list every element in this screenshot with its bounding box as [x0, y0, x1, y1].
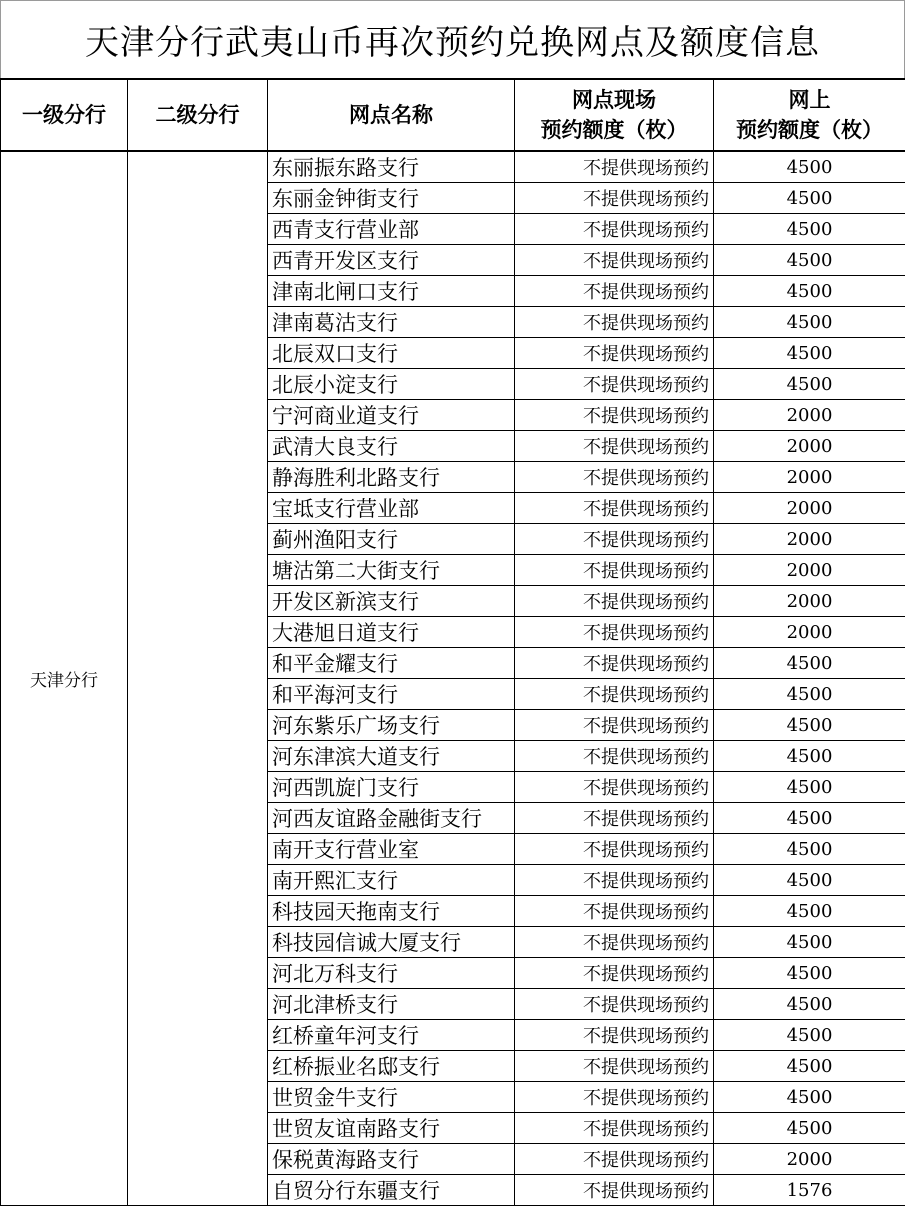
online-quota-cell: 4500	[714, 1051, 905, 1082]
header-online-line2: 预约额度（枚）	[714, 115, 905, 145]
onsite-quota-cell: 不提供现场预约	[515, 431, 714, 462]
header-online-line1: 网上	[714, 85, 905, 115]
onsite-quota-cell: 不提供现场预约	[515, 958, 714, 989]
branch-name-cell: 自贸分行东疆支行	[268, 1175, 515, 1206]
branch-name-cell: 河北万科支行	[268, 958, 515, 989]
header-level1-branch: 一级分行	[1, 79, 128, 151]
onsite-quota-cell: 不提供现场预约	[515, 183, 714, 214]
branch-name-cell: 和平海河支行	[268, 679, 515, 710]
level1-branch-cell: 天津分行	[1, 151, 128, 1206]
onsite-quota-cell: 不提供现场预约	[515, 679, 714, 710]
onsite-quota-cell: 不提供现场预约	[515, 338, 714, 369]
branch-name-cell: 和平金耀支行	[268, 648, 515, 679]
branch-name-cell: 静海胜利北路支行	[268, 462, 515, 493]
onsite-quota-cell: 不提供现场预约	[515, 617, 714, 648]
onsite-quota-cell: 不提供现场预约	[515, 927, 714, 958]
onsite-quota-cell: 不提供现场预约	[515, 1051, 714, 1082]
onsite-quota-cell: 不提供现场预约	[515, 989, 714, 1020]
branch-name-cell: 西青支行营业部	[268, 214, 515, 245]
online-quota-cell: 2000	[714, 400, 905, 431]
online-quota-cell: 4500	[714, 369, 905, 400]
page-title: 天津分行武夷山币再次预约兑换网点及额度信息	[0, 0, 905, 78]
branch-name-cell: 北辰小淀支行	[268, 369, 515, 400]
branch-quota-table	[0, 78, 905, 1206]
branch-name-cell: 蓟州渔阳支行	[268, 524, 515, 555]
branch-name-cell: 南开支行营业室	[268, 834, 515, 865]
onsite-quota-cell: 不提供现场预约	[515, 1175, 714, 1206]
online-quota-cell: 4500	[714, 183, 905, 214]
online-quota-cell: 4500	[714, 1020, 905, 1051]
onsite-quota-cell: 不提供现场预约	[515, 462, 714, 493]
onsite-quota-cell: 不提供现场预约	[515, 1113, 714, 1144]
onsite-quota-cell: 不提供现场预约	[515, 369, 714, 400]
online-quota-cell: 2000	[714, 431, 905, 462]
onsite-quota-cell: 不提供现场预约	[515, 896, 714, 927]
online-quota-cell: 4500	[714, 803, 905, 834]
online-quota-cell: 2000	[714, 462, 905, 493]
onsite-quota-cell: 不提供现场预约	[515, 741, 714, 772]
onsite-quota-cell: 不提供现场预约	[515, 1082, 714, 1113]
online-quota-cell: 4500	[714, 927, 905, 958]
online-quota-cell: 4500	[714, 772, 905, 803]
header-row	[1, 79, 905, 151]
online-quota-cell: 4500	[714, 896, 905, 927]
online-quota-cell: 4500	[714, 245, 905, 276]
level2-branch-cell	[128, 151, 268, 1206]
header-branch-name: 网点名称	[268, 79, 515, 151]
onsite-quota-cell: 不提供现场预约	[515, 276, 714, 307]
online-quota-cell: 4500	[714, 741, 905, 772]
online-quota-cell: 4500	[714, 834, 905, 865]
onsite-quota-cell: 不提供现场预约	[515, 524, 714, 555]
branch-name-cell: 东丽金钟街支行	[268, 183, 515, 214]
online-quota-cell: 2000	[714, 617, 905, 648]
online-quota-cell: 2000	[714, 1144, 905, 1175]
online-quota-cell: 1576	[714, 1175, 905, 1206]
onsite-quota-cell: 不提供现场预约	[515, 555, 714, 586]
online-quota-cell: 4500	[714, 276, 905, 307]
header-onsite-quota	[515, 79, 714, 151]
online-quota-cell: 4500	[714, 338, 905, 369]
onsite-quota-cell: 不提供现场预约	[515, 865, 714, 896]
branch-name-cell: 科技园天拖南支行	[268, 896, 515, 927]
branch-name-cell: 宝坻支行营业部	[268, 493, 515, 524]
branch-name-cell: 东丽振东路支行	[268, 151, 515, 183]
header-onsite-line1: 网点现场	[515, 85, 713, 115]
onsite-quota-cell: 不提供现场预约	[515, 834, 714, 865]
online-quota-cell: 2000	[714, 524, 905, 555]
online-quota-cell: 2000	[714, 555, 905, 586]
online-quota-cell: 4500	[714, 989, 905, 1020]
onsite-quota-cell: 不提供现场预约	[515, 803, 714, 834]
onsite-quota-cell: 不提供现场预约	[515, 245, 714, 276]
online-quota-cell: 4500	[714, 1082, 905, 1113]
branch-name-cell: 河东紫乐广场支行	[268, 710, 515, 741]
branch-name-cell: 河西友谊路金融街支行	[268, 803, 515, 834]
onsite-quota-cell: 不提供现场预约	[515, 493, 714, 524]
branch-name-cell: 世贸金牛支行	[268, 1082, 515, 1113]
online-quota-cell: 4500	[714, 214, 905, 245]
branch-name-cell: 津南葛沽支行	[268, 307, 515, 338]
onsite-quota-cell: 不提供现场预约	[515, 710, 714, 741]
header-level2-branch: 二级分行	[128, 79, 268, 151]
branch-name-cell: 河东津滨大道支行	[268, 741, 515, 772]
header-onsite-line2: 预约额度（枚）	[515, 115, 713, 145]
online-quota-cell: 4500	[714, 679, 905, 710]
branch-name-cell: 大港旭日道支行	[268, 617, 515, 648]
branch-name-cell: 津南北闸口支行	[268, 276, 515, 307]
online-quota-cell: 4500	[714, 710, 905, 741]
onsite-quota-cell: 不提供现场预约	[515, 151, 714, 183]
branch-name-cell: 保税黄海路支行	[268, 1144, 515, 1175]
header-online-quota	[714, 79, 905, 151]
branch-name-cell: 塘沽第二大街支行	[268, 555, 515, 586]
onsite-quota-cell: 不提供现场预约	[515, 214, 714, 245]
branch-name-cell: 武清大良支行	[268, 431, 515, 462]
onsite-quota-cell: 不提供现场预约	[515, 772, 714, 803]
branch-name-cell: 红桥童年河支行	[268, 1020, 515, 1051]
branch-name-cell: 世贸友谊南路支行	[268, 1113, 515, 1144]
branch-name-cell: 科技园信诚大厦支行	[268, 927, 515, 958]
onsite-quota-cell: 不提供现场预约	[515, 648, 714, 679]
onsite-quota-cell: 不提供现场预约	[515, 586, 714, 617]
online-quota-cell: 4500	[714, 958, 905, 989]
table-body	[1, 151, 905, 1206]
branch-name-cell: 河北津桥支行	[268, 989, 515, 1020]
onsite-quota-cell: 不提供现场预约	[515, 1144, 714, 1175]
online-quota-cell: 4500	[714, 307, 905, 338]
branch-name-cell: 宁河商业道支行	[268, 400, 515, 431]
online-quota-cell: 2000	[714, 493, 905, 524]
onsite-quota-cell: 不提供现场预约	[515, 1020, 714, 1051]
branch-name-cell: 开发区新滨支行	[268, 586, 515, 617]
online-quota-cell: 4500	[714, 865, 905, 896]
branch-name-cell: 北辰双口支行	[268, 338, 515, 369]
online-quota-cell: 4500	[714, 151, 905, 183]
online-quota-cell: 2000	[714, 586, 905, 617]
branch-name-cell: 河西凯旋门支行	[268, 772, 515, 803]
branch-name-cell: 红桥振业名邸支行	[268, 1051, 515, 1082]
onsite-quota-cell: 不提供现场预约	[515, 400, 714, 431]
online-quota-cell: 4500	[714, 648, 905, 679]
online-quota-cell: 4500	[714, 1113, 905, 1144]
table-row	[1, 151, 905, 183]
branch-name-cell: 西青开发区支行	[268, 245, 515, 276]
branch-name-cell: 南开熙汇支行	[268, 865, 515, 896]
onsite-quota-cell: 不提供现场预约	[515, 307, 714, 338]
